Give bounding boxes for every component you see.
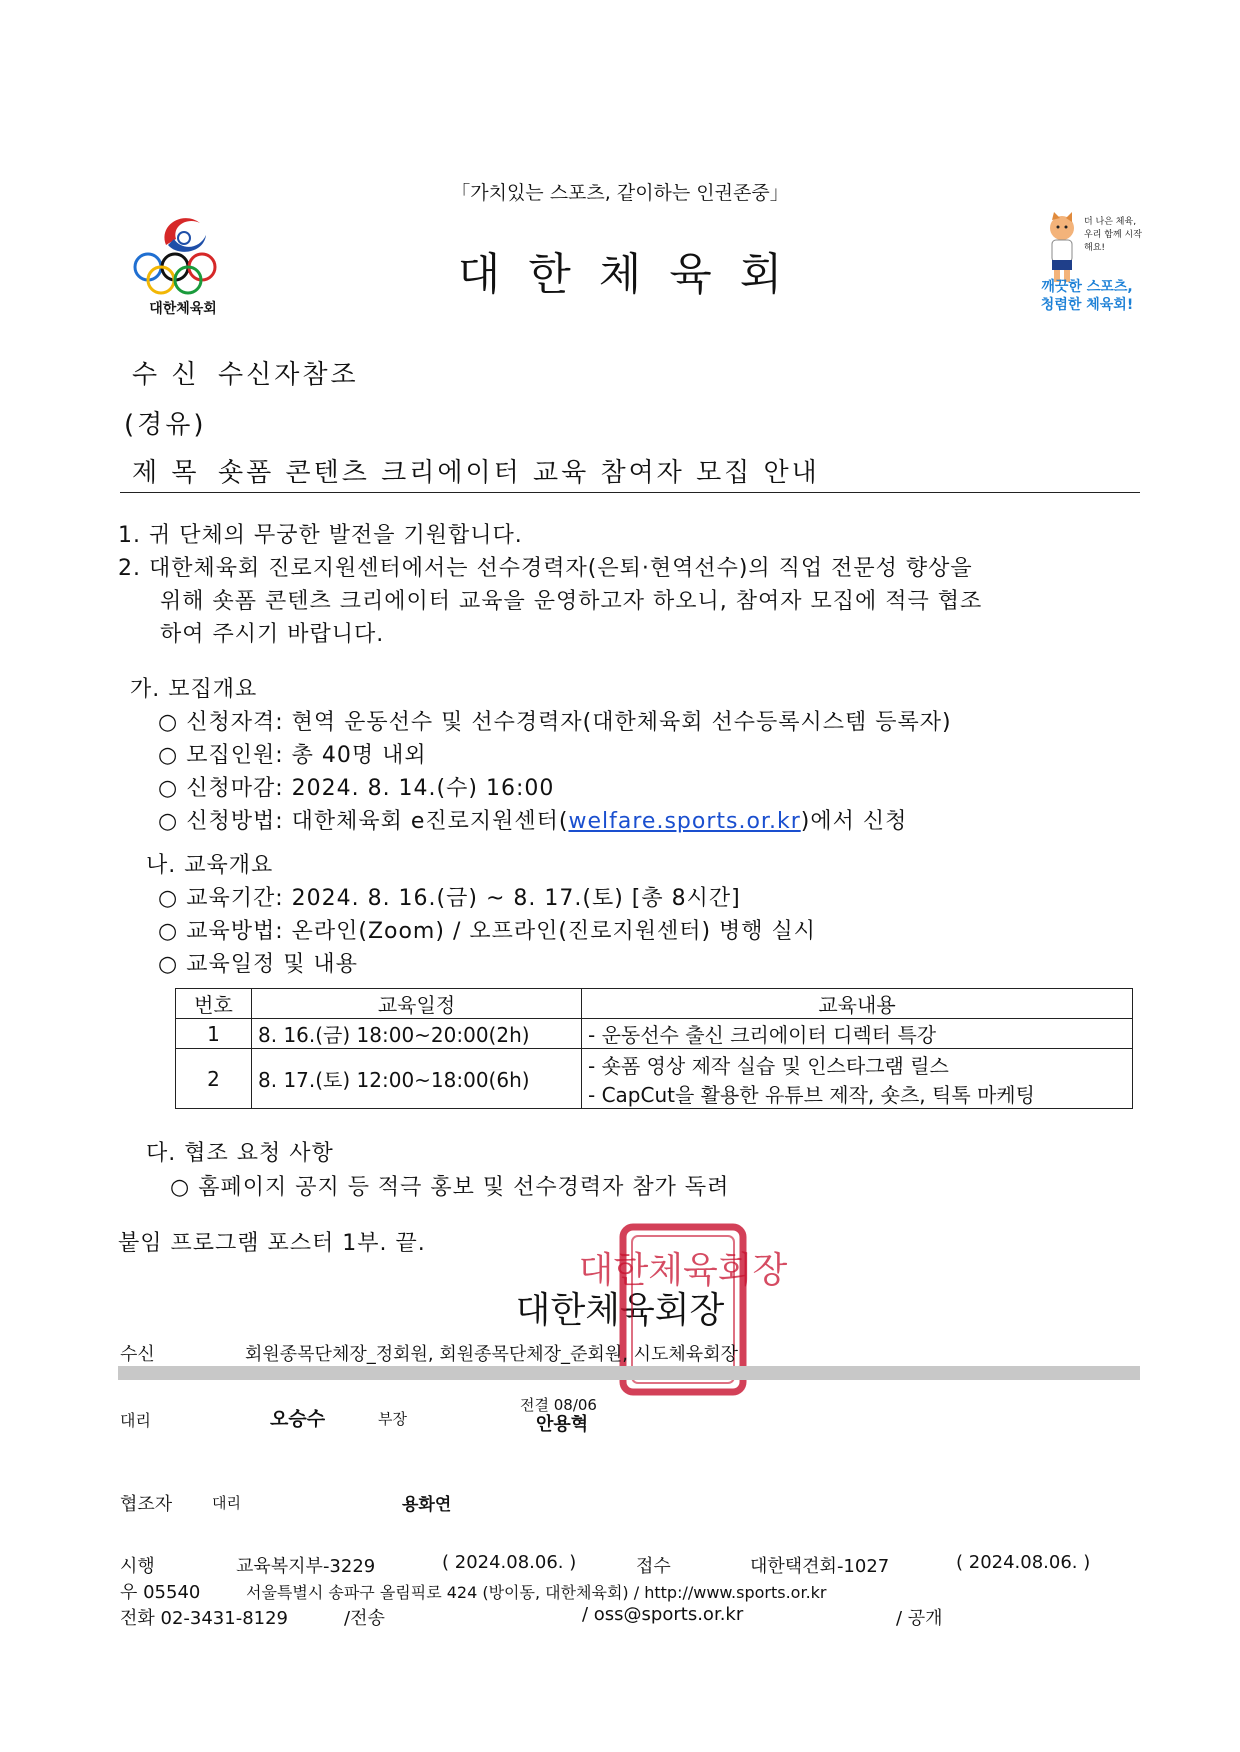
apply-method-suffix: )에서 신청: [800, 809, 908, 834]
col-header-no: 번호: [176, 989, 252, 1019]
section-a-item-4: [158, 804, 907, 835]
row-date: 8. 17.(토) 12:00~18:00(6h): [252, 1049, 582, 1109]
mascot-slogan-line-2: 청렴한 체육회!: [1040, 297, 1134, 313]
review-role: 부장: [378, 1410, 407, 1428]
apply-method-prefix: ○ 신청방법: 대한체육회 e진로지원센터(: [158, 809, 569, 834]
approval-note: 전결 08/06: [520, 1396, 597, 1414]
receipt-label: 접수: [636, 1556, 671, 1577]
recipient-value: 수신자참조: [218, 360, 359, 390]
row-content: [582, 1049, 1133, 1109]
mascot-slogan-line-1: 깨끗한 스포츠,: [1041, 279, 1133, 295]
phone: 전화 02-3431-8129: [120, 1608, 289, 1629]
fax: /전송: [344, 1608, 385, 1629]
mascot-slogan: [1022, 278, 1152, 314]
approver-name: 안용혁: [536, 1414, 589, 1435]
col-header-content: 교육내용: [582, 989, 1133, 1019]
row-content-line-2: - CapCut을 활용한 유튜브 제작, 숏츠, 틱톡 마케팅: [588, 1082, 1035, 1107]
exec-label: 시행: [120, 1556, 155, 1577]
footer-recipient-label: 수신: [120, 1344, 155, 1365]
section-b-item-1: ○ 교육기간: 2024. 8. 16.(금) ~ 8. 17.(토) [총 8시간]: [158, 886, 741, 911]
divider: [120, 492, 1140, 493]
subject-value: 숏폼 콘텐츠 크리에이터 교육 참여자 모집 안내: [218, 458, 820, 488]
paragraph-2-line-2: 위해 숏폼 콘텐츠 크리에이터 교육을 운영하고자 하오니, 참여자 모집에 적극 협조: [160, 589, 983, 614]
row-content: - 운동선수 출신 크리에이터 디렉터 특강: [582, 1019, 1133, 1049]
disclosure: / 공개: [896, 1608, 943, 1629]
slogan: 「가치있는 스포츠, 같이하는 인권존중」: [451, 182, 789, 204]
section-c-heading: 다. 협조 요청 사항: [146, 1141, 334, 1166]
col-header-date: 교육일정: [252, 989, 582, 1019]
table-header-row: [176, 989, 1133, 1019]
seal-lettering: 대한체육회장: [578, 1250, 788, 1291]
subject-label: 제 목: [132, 458, 200, 488]
section-c-item-1: ○ 홈페이지 공지 등 적극 홍보 및 선수경력자 참가 독려: [170, 1175, 730, 1200]
mascot-speech: 더 나은 체육, 우리 함께 시작해요!: [1084, 217, 1142, 253]
signature-title: 대한체육회장: [515, 1290, 725, 1331]
paragraph-2-line-3: 하여 주시기 바랍니다.: [160, 622, 385, 647]
page-title: 대한체육회: [457, 249, 811, 300]
section-a-item-1: ○ 신청자격: 현역 운동선수 및 선수경력자(대한체육회 선수등록시스템 등록자): [158, 710, 952, 735]
table-row: [176, 1049, 1133, 1109]
receipt-date: ( 2024.08.06. ): [956, 1552, 1091, 1573]
row-no: 2: [176, 1049, 252, 1109]
address: 서울특별시 송파구 올림픽로 424 (방이동, 대한체육회) / http://www.sports.or.kr: [246, 1583, 827, 1602]
receipt-number: 대한택견회-1027: [750, 1556, 890, 1577]
paragraph-1: 1. 귀 단체의 무궁한 발전을 기원합니다.: [118, 523, 523, 548]
drafter-role: 대리: [120, 1411, 151, 1430]
coop-name: 용화연: [402, 1495, 452, 1515]
section-a-item-3: ○ 신청마감: 2024. 8. 14.(수) 16:00: [158, 776, 555, 801]
email[interactable]: / oss@sports.or.kr: [582, 1604, 744, 1625]
row-date: 8. 16.(금) 18:00~20:00(2h): [252, 1019, 582, 1049]
coop-label: 협조자: [120, 1494, 173, 1515]
section-a-item-2: ○ 모집인원: 총 40명 내외: [158, 743, 427, 768]
welfare-link[interactable]: welfare.sports.or.kr: [568, 809, 801, 834]
attachment-line: 붙임 프로그램 포스터 1부. 끝.: [118, 1231, 426, 1256]
footer-recipient-value: 회원종목단체장_정회원, 회원종목단체장_준회원, 시도체육회장: [245, 1344, 738, 1365]
logo-text: 대한체육회: [149, 301, 217, 317]
section-b-heading: 나. 교육개요: [146, 853, 274, 878]
row-no: 1: [176, 1019, 252, 1049]
section-a-heading: 가. 모집개요: [130, 677, 258, 702]
row-content-line-1: - 숏폼 영상 제작 실습 및 인스타그램 릴스: [588, 1053, 949, 1078]
exec-number: 교육복지부-3229: [236, 1556, 376, 1577]
coop-role: 대리: [212, 1494, 241, 1512]
paragraph-2-line-1: 2. 대한체육회 진로지원센터에서는 선수경력자(은퇴·현역선수)의 직업 전문성 향상을: [118, 556, 973, 581]
via-line: (경유): [124, 410, 207, 440]
section-b-item-2: ○ 교육방법: 온라인(Zoom) / 오프라인(진로지원센터) 병행 실시: [158, 919, 817, 944]
footer-divider: [118, 1366, 1140, 1380]
drafter-name: 오승수: [270, 1408, 326, 1430]
table-row: [176, 1019, 1133, 1049]
section-b-item-3: ○ 교육일정 및 내용: [158, 952, 358, 977]
schedule-table: [175, 988, 1133, 1109]
exec-date: ( 2024.08.06. ): [442, 1552, 577, 1573]
postal-code: 우 05540: [120, 1582, 201, 1603]
recipient-label: 수 신: [132, 360, 200, 390]
